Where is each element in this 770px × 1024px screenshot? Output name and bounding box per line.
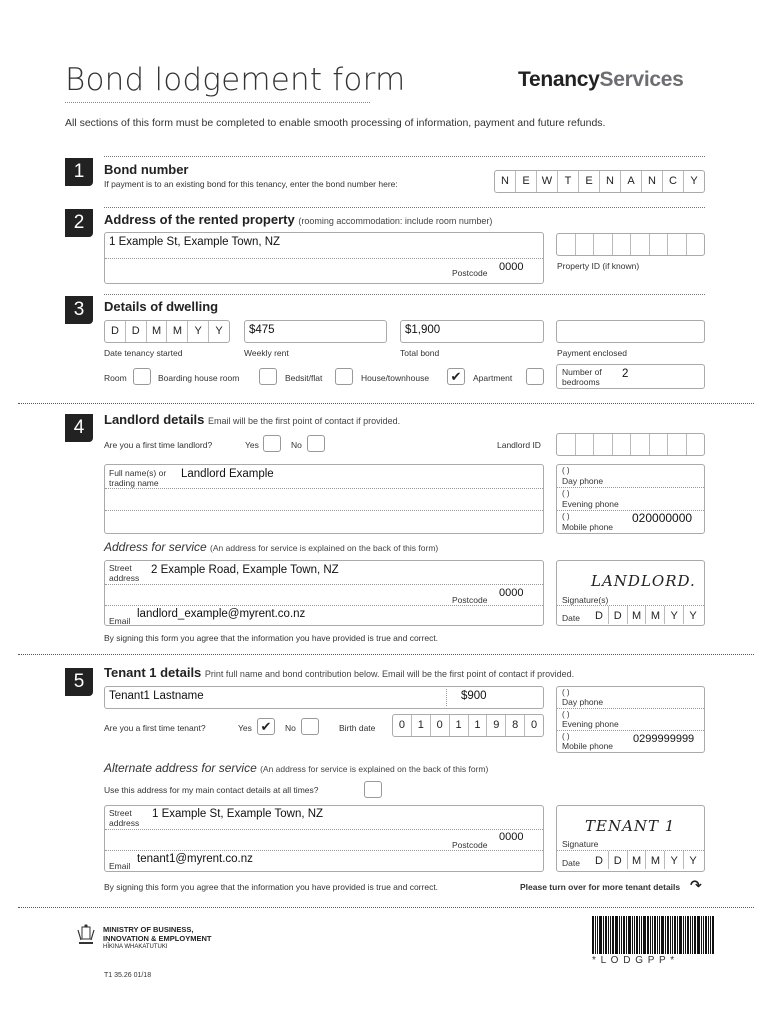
birth-date-cell: 1 [412,715,431,736]
section-4-number: 4 [65,414,93,442]
barcode-bar [674,916,676,954]
name-line-2 [105,510,543,511]
property-id-cell [650,234,669,255]
landlord-street-value: 2 Example Road, Example Town, NZ [151,564,339,576]
tenant-yes-checkbox[interactable]: ✔ [257,718,275,735]
barcode-bar [701,916,702,954]
property-id-cell [631,234,650,255]
barcode-bar [636,916,638,954]
tenant-yes-label: Yes [238,723,252,733]
tenant-signature-label: Signature [562,839,599,849]
barcode-bar [595,916,596,954]
bond-number-cell: W [537,171,558,192]
payment-enclosed-label: Payment enclosed [557,348,627,358]
bond-number-cell: C [663,171,684,192]
tenancy-date-cell: D [105,321,126,342]
landlord-mobile-value: 020000000 [632,511,693,525]
total-bond-value: $1,900 [405,324,441,336]
tenant1-mobile-value: 0299999999 [633,733,695,745]
tenant1-name-value: Tenant1 Lastname [109,690,204,702]
tenant-date-cell: M [646,851,665,869]
tenant-address-heading [104,761,488,775]
barcode-bar [623,916,625,954]
barcode-bar [705,916,707,954]
landlord-date-field[interactable] [590,606,702,624]
property-id-field[interactable] [556,233,705,256]
section-1-title: Bond number [104,162,189,177]
tenancy-start-date-field[interactable] [104,320,230,343]
tenancy-date-cell: M [167,321,188,342]
barcode-bar [597,916,598,954]
logo-services: Services [599,68,684,91]
landlord-id-cell [668,434,687,455]
barcode-bar [599,916,602,954]
tenancy-date-cell: D [126,321,147,342]
tenant-signature-field[interactable] [556,805,705,872]
bond-number-cell: E [516,171,537,192]
logo-tenancy: Tenancy [518,68,600,91]
bond-number-cell: N [495,171,516,192]
barcode-text: * L O D G P P * [592,955,676,966]
property-id-cell [668,234,687,255]
barcode-bar [683,916,684,954]
ministry-line-1: MINISTRY OF BUSINESS, [103,925,194,934]
barcode-bar [610,916,611,954]
tenancy-date-cell: Y [188,321,209,342]
section-1-number: 1 [65,158,93,186]
landlord-agreement-text: By signing this form you agree that the information you have provided is true and correct. [104,633,439,643]
landlord-id-cell [631,434,650,455]
landlord-id-cell [687,434,705,455]
landlord-signature-field[interactable] [556,560,705,626]
bond-number-hint: If payment is to an existing bond for this tenancy, enter the bond number here: [104,179,398,189]
tenant-address-heading-text: Alternate address for service [104,761,257,775]
bond-number-field[interactable] [494,170,705,193]
property-id-cell [557,234,576,255]
tenant-address-line [105,829,543,830]
barcode-bar [661,916,664,954]
birth-date-label: Birth date [339,723,376,733]
tenant-date-label: Date [562,858,580,868]
tenant-no-label: No [285,723,296,733]
tenant1-name-field[interactable] [104,686,544,709]
section-5-rule [18,654,754,655]
landlord-date-cell: Y [665,606,684,624]
birth-date-field[interactable] [392,714,544,737]
type-boarding-checkbox[interactable] [259,368,277,385]
property-address-value: 1 Example St, Example Town, NZ [109,236,281,248]
section-2-rule [104,207,705,208]
evening-phone-paren: ( ) [562,489,570,498]
footer-rule [18,907,754,908]
landlord-street-label-1: Street [109,563,132,573]
landlord-id-cell [594,434,613,455]
total-bond-label: Total bond [400,348,440,358]
barcode-bar [605,916,607,954]
barcode-bar [639,916,640,954]
landlord-name-label-1: Full name(s) or [109,468,167,478]
first-time-landlord-question: Are you a first time landlord? [104,440,213,450]
tenant-date-field[interactable] [590,851,702,869]
use-address-checkbox[interactable] [364,781,382,798]
barcode-bar [657,916,658,954]
property-id-cell [594,234,613,255]
type-bedsit-label: Bedsit/flat [285,373,323,383]
weekly-rent-value: $475 [249,324,275,336]
section-2-title-sub: (rooming accommodation: include room number) [298,216,493,226]
property-id-label: Property ID (if known) [557,261,640,271]
landlord-email-value: landlord_example@myrent.co.nz [137,608,306,620]
use-address-question: Use this address for my main contact details at all times? [104,785,319,795]
day-phone-paren: ( ) [562,466,570,475]
barcode-bar [708,916,709,954]
barcode-bar [712,916,714,954]
tenant1-phones-field[interactable] [556,686,705,753]
landlord-no-checkbox[interactable] [307,435,325,452]
landlord-service-address-field[interactable] [104,560,544,626]
landlord-name-label-2: trading name [109,478,159,488]
landlord-email-label: Email [109,616,131,626]
t-mobile-phone-paren: ( ) [562,732,570,741]
tenant1-contribution-value: $900 [461,690,487,702]
tenant-street-label-1: Street [109,808,132,818]
ministry-line-3: HĪKINA WHAKATUTUKI [103,944,168,950]
barcode-bar [687,916,689,954]
section-4-title [104,412,400,427]
barcode-bar [621,916,622,954]
landlord-street-label-2: address [109,573,140,583]
section-2-title [104,212,492,227]
landlord-name-value: Landlord Example [181,468,274,480]
landlord-id-cell [576,434,595,455]
landlord-postcode-value: 0000 [499,587,524,599]
date-tenancy-started-label: Date tenancy started [104,348,183,358]
birth-date-cell: 9 [487,715,506,736]
bond-number-cell: T [558,171,579,192]
tenant-street-label [109,808,139,828]
landlord-date-cell: M [646,606,665,624]
birth-date-cell: 1 [450,715,469,736]
tenant-address-heading-sub: (An address for service is explained on the back of this form) [260,764,489,774]
landlord-name-label [109,468,166,488]
weekly-rent-label: Weekly rent [244,348,289,358]
landlord-postcode-label: Postcode [452,595,488,605]
landlord-yes-checkbox[interactable] [263,435,281,452]
property-id-cell [687,234,705,255]
title-divider [65,102,370,103]
t-evening-phone-paren: ( ) [562,710,570,719]
mobile-phone-paren: ( ) [562,512,570,521]
landlord-signature: LANDLORD. [591,572,696,590]
type-apartment-label: Apartment [473,373,513,383]
bedrooms-field[interactable] [556,364,705,389]
barcode-bar [626,916,627,954]
section-5-title [104,665,574,680]
tenancy-date-cell: M [147,321,168,342]
landlord-id-field[interactable] [556,433,705,456]
tenant-email-value: tenant1@myrent.co.nz [137,853,253,865]
type-room-checkbox[interactable] [133,368,151,385]
property-id-cell [613,234,632,255]
barcode-bar [677,916,678,954]
nz-coat-of-arms-icon [75,924,97,948]
barcode-bar [650,916,651,954]
landlord-address-heading-text: Address for service [104,540,207,554]
barcode-bar [619,916,620,954]
birth-date-cell: 0 [431,715,450,736]
section-4-title-text: Landlord details [104,412,205,427]
section-3-title: Details of dwelling [104,299,219,314]
landlord-id-label: Landlord ID [497,440,541,450]
barcode-bar [665,916,666,954]
barcode-bar [679,916,682,954]
tenant-date-cell: Y [665,851,684,869]
postcode-label: Postcode [452,268,488,278]
barcode-bar [670,916,671,954]
postcode-value: 0000 [499,261,524,273]
t-mobile-phone-label: Mobile phone [562,741,614,751]
turn-arrow-icon: ↷ [690,877,702,893]
landlord-id-cell [613,434,632,455]
section-4-rule [18,403,754,404]
t-phone-line-1 [557,708,704,709]
barcode-bar [641,916,642,954]
bedrooms-value: 2 [622,368,629,380]
tenant-service-address-field[interactable] [104,805,544,872]
barcode-bar [634,916,635,954]
tenant-signature: TENANT 1 [585,817,676,835]
barcode-bar [632,916,633,954]
barcode-bar [692,916,693,954]
first-time-tenant-question: Are you a first time tenant? [104,723,206,733]
birth-date-cell: 1 [469,715,488,736]
barcode-bar [647,916,649,954]
barcode-bar [710,916,711,954]
barcode-bar [652,916,653,954]
form-code: T1 35.26 01/18 [104,972,152,979]
landlord-address-heading [104,540,438,554]
tenant-email-line [105,850,543,851]
landlord-signature-label: Signature(s) [562,595,609,605]
birth-date-cell: 0 [531,719,538,731]
barcode-bar [608,916,609,954]
type-apartment-checkbox[interactable] [526,368,544,385]
barcode-bar [659,916,660,954]
landlord-email-line [105,605,543,606]
name-line-1 [105,488,543,489]
day-phone-label: Day phone [562,476,604,486]
tenant-email-label: Email [109,861,131,871]
type-house-label: House/townhouse [361,373,430,383]
t-day-phone-paren: ( ) [562,688,570,697]
payment-enclosed-field[interactable] [556,320,705,343]
tenant-agreement-text: By signing this form you agree that the information you have provided is true and correct. [104,882,439,892]
type-room-label: Room [104,373,127,383]
tenant-street-label-2: address [109,818,140,828]
barcode-bar [654,916,656,954]
address-line [105,258,543,259]
section-1-rule [104,156,705,157]
tenant-postcode-label: Postcode [452,840,488,850]
bond-number-cell: N [600,171,621,192]
tenant-postcode-value: 0000 [499,831,524,843]
tenant-date-cell: D [609,851,628,869]
intro-text: All sections of this form must be completed to enable smooth processing of information, payment and future refunds. [65,117,606,129]
bond-number-cell: N [642,171,663,192]
barcode-bar [672,916,673,954]
barcode-bar [690,916,691,954]
landlord-yes-label: Yes [245,440,259,450]
landlord-date-cell: M [628,606,647,624]
landlord-id-cell [557,434,576,455]
birth-date-cell: 8 [506,715,525,736]
barcode-bar [685,916,686,954]
turn-over-text: Please turn over for more tenant details [520,882,681,892]
landlord-phones-field[interactable] [556,464,705,534]
barcode-bar [603,916,604,954]
type-house-checkbox[interactable]: ✔ [447,368,465,385]
landlord-street-label [109,563,139,583]
t-evening-phone-label: Evening phone [562,719,619,729]
bond-number-cell: E [579,171,600,192]
barcode-bar [612,916,614,954]
type-boarding-label: Boarding house room [158,373,240,383]
barcode-bar [615,916,618,954]
barcode-bar [697,916,700,954]
landlord-name-field[interactable] [104,464,544,534]
landlord-date-cell: D [609,606,628,624]
landlord-id-cell [650,434,669,455]
t-day-phone-label: Day phone [562,697,604,707]
property-id-cell [576,234,595,255]
barcode-bar [703,916,704,954]
name-contribution-divider [446,689,447,706]
landlord-address-heading-sub: (An address for service is explained on the back of this form) [210,543,439,553]
tenant-date-cell: D [590,851,609,869]
landlord-date-cell: D [590,606,609,624]
bedrooms-label-2: bedrooms [562,377,600,387]
landlord-address-line [105,584,543,585]
landlord-date-cell: Y [689,610,697,622]
section-2-number: 2 [65,209,93,237]
bond-number-cell: Y [690,175,698,187]
section-3-rule [104,294,705,295]
total-bond-field[interactable] [400,320,544,343]
section-5-title-text: Tenant 1 details [104,665,202,680]
ministry-logo-text [103,925,211,952]
tenant-street-value: 1 Example St, Example Town, NZ [152,808,324,820]
barcode [592,916,715,954]
birth-date-cell: 0 [393,715,412,736]
weekly-rent-field[interactable] [244,320,387,343]
tenancy-date-cell: Y [215,325,223,337]
tenancy-services-logo [518,68,684,92]
tenant-no-checkbox[interactable] [301,718,319,735]
bedrooms-label [562,367,602,387]
type-bedsit-checkbox[interactable] [335,368,353,385]
barcode-bar [628,916,631,954]
evening-phone-label: Evening phone [562,499,619,509]
section-3-number: 3 [65,296,93,324]
barcode-bar [694,916,696,954]
bedrooms-label-1: Number of [562,367,602,377]
barcode-bar [592,916,594,954]
ministry-line-2: INNOVATION & EMPLOYMENT [103,934,212,943]
landlord-no-label: No [291,440,302,450]
section-4-title-sub: Email will be the first point of contact if provided. [208,416,401,426]
t-phone-line-2 [557,730,704,731]
landlord-date-label: Date [562,613,580,623]
section-5-number: 5 [65,668,93,696]
property-address-field[interactable] [104,232,544,284]
section-2-title-text: Address of the rented property [104,212,295,227]
tenant-date-cell: M [628,851,647,869]
mobile-phone-label: Mobile phone [562,522,614,532]
bond-number-cell: A [621,171,642,192]
section-5-title-sub: Print full name and bond contribution below. Email will be the first point of contact if provided. [204,669,575,679]
page-title: Bond lodgement form [65,62,406,98]
barcode-bar [667,916,669,954]
tenant-date-cell: Y [689,855,697,867]
phone-line-1 [557,487,704,488]
barcode-bar [643,916,646,954]
